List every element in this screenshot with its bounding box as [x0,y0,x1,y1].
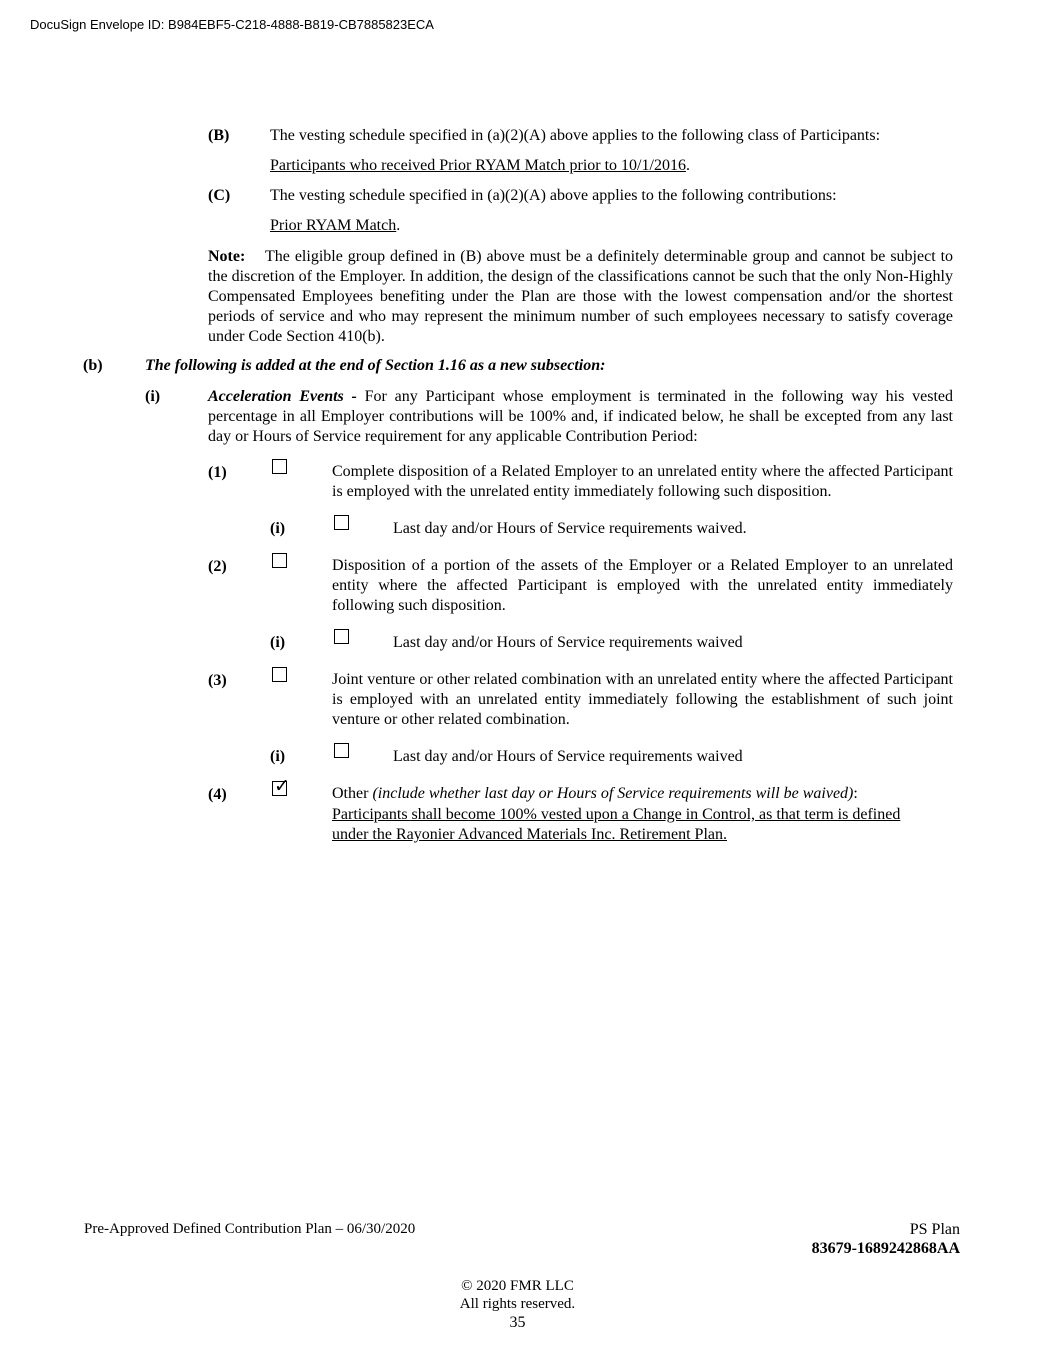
item-b-text: The vesting schedule specified in (a)(2)(A) above applies to the following class of Participants: [270,127,881,144]
item-b-suffix: . [685,157,690,174]
acceleration-title: Acceleration Events - [208,388,357,405]
item-2-text: Disposition of a portion of the assets of the Employer or a Related Employer to an unrelated entity where the affected Participant is employed with the unrelated entity immediately following such disposition. [332,557,953,614]
item-3-text: Joint venture or other related combination with an unrelated entity where the affected Participant is employed with an unrelated entity immediately following the establishment of such joint venture or other related combination. [332,671,953,728]
item-b-value-line [270,156,690,176]
envelope-id: DocuSign Envelope ID: B984EBF5-C218-4888-B819-CB7885823ECA [30,17,434,32]
checkmark-icon: ✓ [274,775,290,797]
item-4-text [332,784,953,804]
section-b-label: (b) [83,357,103,374]
item-4-label: (4) [208,786,227,803]
item-1-sub-text: Last day and/or Hours of Service requirements waived. [393,520,747,537]
footer-rights: All rights reserved. [459,1296,576,1312]
page-number: 35 [509,1314,526,1331]
item-1-label: (1) [208,464,227,481]
item-b-value: Participants who received Prior RYAM Match prior to 10/1/2016 [270,157,686,174]
item-2-checkbox[interactable] [272,553,287,568]
item-1-text: Complete disposition of a Related Employer to an unrelated entity where the affected Participant is employed with the unrelated entity immediately following such disposition. [332,463,953,500]
item-4-value-line2: under the Rayonier Advanced Materials Inc. Retirement Plan. [332,826,727,843]
item-3-checkbox[interactable] [272,667,287,682]
item-1-sub-checkbox[interactable] [334,515,349,530]
item-c-value: Prior RYAM Match [270,217,397,234]
item-4-colon: : [853,785,858,802]
section-b-heading: The following is added at the end of Section 1.16 as a new subsection: [145,357,606,374]
footer-copyright: © 2020 FMR LLC [461,1278,574,1294]
item-2-sub-text: Last day and/or Hours of Service requirements waived [393,634,743,651]
item-4-checkbox[interactable] [272,775,290,797]
acceleration-paragraph [208,387,953,447]
item-2-sub-checkbox[interactable] [334,629,349,644]
item-2-sub-label: (i) [270,634,286,651]
item-4-italic: (include whether last day or Hours of Service requirements will be waived) [372,785,854,802]
item-2-label: (2) [208,558,227,575]
note-paragraph [208,247,953,347]
item-4-value-line1: Participants shall become 100% vested upon a Change in Control, as that term is defined [332,806,901,823]
item-c-label: (C) [208,187,231,204]
item-1-checkbox[interactable] [272,459,287,474]
note-text: The eligible group defined in (B) above must be a definitely determinable group and cannot be subject to the discretion of the Employer. In addition, the design of the classifications cannot be such that the only Non-Highly Compensated Employees benefiting under the Plan are those with the lowest compensation and/or the shortest periods of service and who may represent the minimum number of such employees necessary to satisfy coverage under Code Section 410(b). [208,248,954,345]
item-3-sub-checkbox[interactable] [334,743,349,758]
footer-plan-id: 83679-1689242868AA [811,1240,960,1257]
item-4-prefix: Other [332,785,369,802]
item-3-sub-text: Last day and/or Hours of Service requirements waived [393,748,743,765]
footer-plan-title: Pre-Approved Defined Contribution Plan – 06/30/2020 [84,1221,416,1237]
item-c-text: The vesting schedule specified in (a)(2)(A) above applies to the following contributions: [270,187,837,204]
item-3-label: (3) [208,672,227,689]
acceleration-label: (i) [145,388,161,405]
note-label: Note: [208,248,246,265]
item-c-suffix: . [396,217,401,234]
footer-plan-type: PS Plan [909,1221,960,1238]
acceleration-text: For any Participant whose employment is terminated in the following way his vested percentage in all Employer contributions will be 100% and, if indicated below, he shall be excepted from any last day or Hours of Service requirement for any applicable Contribution Period: [208,388,954,445]
item-1-sub-label: (i) [270,520,286,537]
item-3-sub-label: (i) [270,748,286,765]
item-c-value-line [270,216,400,236]
item-b-label: (B) [208,127,230,144]
